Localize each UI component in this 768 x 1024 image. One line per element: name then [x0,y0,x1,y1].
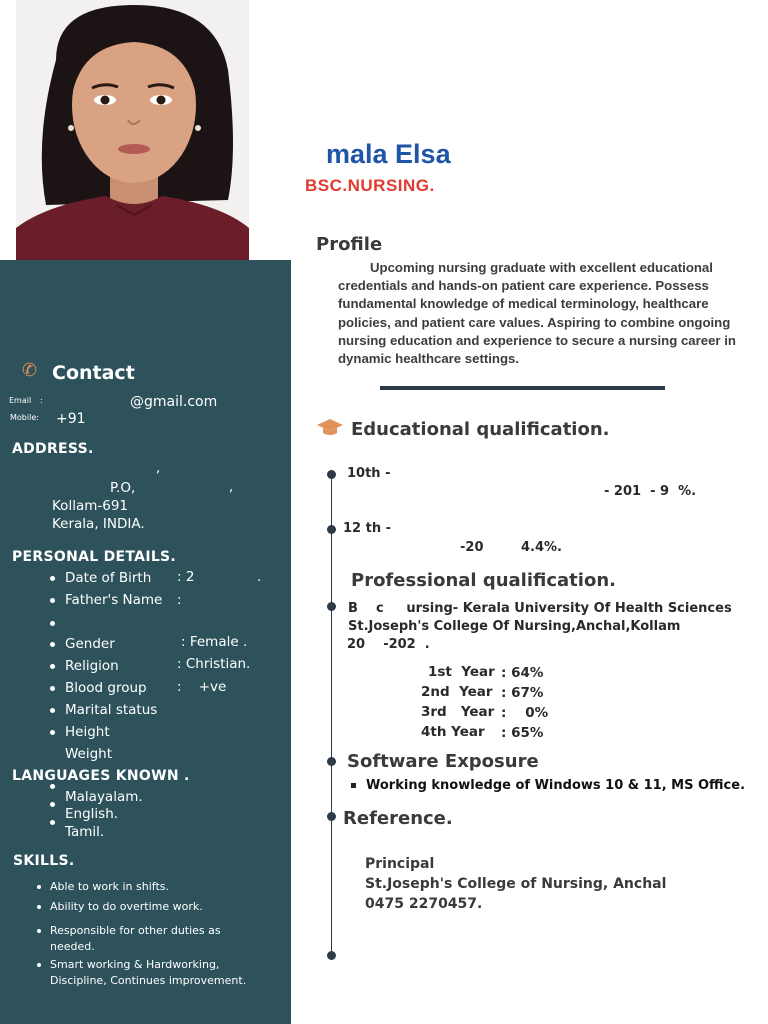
gender-value: : Female . [181,634,248,650]
skill-item: Smart working & Hardworking, Discipline, Continues improvement. [50,958,247,987]
language-item: English. [65,806,119,822]
height-label: Height [65,724,110,740]
bullet [50,621,55,626]
college-name: St.Joseph's College Of Nursing,Anchal,Kollam [348,619,681,634]
sidebar [0,260,291,1024]
bullet [50,664,55,669]
software-item: Working knowledge of Windows 10 & 11, MS Office. [366,778,746,793]
bullet [351,783,356,788]
religion-value: : Christian. [177,656,251,672]
marital-status-label: Marital status [65,702,158,718]
email-label: Email [9,396,32,405]
software-heading: Software Exposure [347,751,539,772]
dob-value: : 2 [177,569,195,585]
mark-year: 2nd Year [421,684,493,700]
bullet [50,820,55,825]
bullet [37,885,41,889]
course-years: 20 -202 . [347,637,430,652]
graduation-cap-icon [316,418,344,438]
father-name-label: Father's Name [65,592,163,608]
timeline-line [331,470,332,956]
timeline-dot [327,525,336,534]
skill-item: Responsible for other duties as needed. [50,924,221,953]
profile-photo [16,0,249,260]
timeline-dot [327,470,336,479]
reference-heading: Reference. [343,808,453,829]
dob-end: . [257,569,262,585]
bullet [50,802,55,807]
bullet [50,576,55,581]
email-value[interactable]: @gmail.com [130,394,218,410]
address-comma-2: , [229,480,234,495]
phone-icon: ✆ [22,360,38,381]
course-name: B c ursing- Kerala University Of Health Sciences [348,601,732,616]
blood-group-label: Blood group [65,680,147,696]
bullet [50,730,55,735]
twelfth-year: -20 [460,540,484,555]
dob-label: Date of Birth [65,570,152,586]
mark-score: : 65% [501,725,544,741]
bullet [50,642,55,647]
bullet [37,929,41,933]
email-separator: : [40,396,43,405]
timeline-dot [327,951,336,960]
mark-year: 1st Year [428,664,495,680]
mark-score: : 64% [501,665,544,681]
divider [380,386,665,390]
skill-item: Ability to do overtime work. [50,900,203,913]
timeline-dot [327,602,336,611]
education-heading: Educational qualification. [351,419,610,440]
religion-label: Religion [65,658,119,674]
bullet [50,686,55,691]
bullet [37,963,41,967]
mark-year: 4th Year [421,724,485,740]
mobile-value[interactable]: +91 [56,411,86,427]
bullet [50,784,55,789]
mobile-label: Mobile: [10,413,39,422]
reference-phone: 0475 2270457. [365,896,483,912]
contact-heading: Contact [52,362,135,384]
mark-score: : 67% [501,685,544,701]
language-item: Malayalam. [65,789,143,805]
address-city: Kollam-691 [52,498,129,514]
timeline-dot [327,812,336,821]
mark-score: : 0% [501,705,549,721]
twelfth-label: 12 th - [343,521,392,536]
languages-heading: LANGUAGES KNOWN . [12,768,190,784]
profile-text [338,259,740,368]
bullet [37,905,41,909]
personal-details-heading: PERSONAL DETAILS. [12,549,177,565]
timeline-dot [327,757,336,766]
language-item: Tamil. [65,824,105,840]
blood-group-value: : +ve [177,679,227,695]
reference-org: St.Joseph's College of Nursing, Anchal [365,876,667,892]
candidate-name: mala Elsa [326,139,451,169]
skills-heading: SKILLS. [13,853,75,869]
profile-heading: Profile [316,234,383,255]
skill-item: Able to work in shifts. [50,880,169,893]
bullet [50,598,55,603]
weight-label: Weight [65,746,113,762]
address-heading: ADDRESS. [12,441,94,457]
degree-title: BSC.NURSING. [305,176,435,195]
address-state: Kerala, INDIA. [52,516,145,532]
profile-paragraph: Upcoming nursing graduate with excellent educational credentials and hands-on patient care experience. Possess fundamental knowledge of medical terminology, healthcare policies, and patient care values. Aspiring to combine ongoing nursing education and experience to secure a nursing career in dynamic healthcare settings. [338,260,736,367]
father-name-value: : [177,592,182,608]
tenth-result: - 201 - 9 %. [604,484,697,499]
tenth-label: 10th - [347,466,391,481]
bullet [50,708,55,713]
address-po: P.O, [110,480,136,496]
gender-label: Gender [65,636,115,652]
twelfth-percentage: 4.4%. [521,540,562,555]
reference-name: Principal [365,856,435,872]
address-comma-1: , [156,461,161,476]
professional-heading: Professional qualification. [351,570,616,591]
mark-year: 3rd Year [421,704,495,720]
